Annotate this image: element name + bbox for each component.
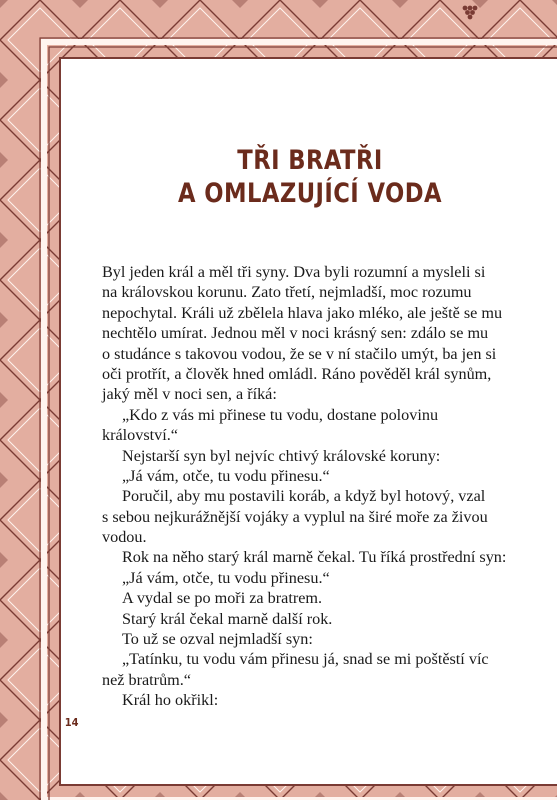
text-line: A vydal se po moři za bratrem. xyxy=(122,589,323,608)
story-text xyxy=(102,262,552,711)
text-line: o studánce s takovou vodou, že se v ní stačilo umýt, ba jen si xyxy=(102,344,497,363)
text-line: „Já vám, otče, tu vodu přinesu.“ xyxy=(122,568,330,587)
text-line: To už se ozval nejmladší syn: xyxy=(122,630,313,649)
text-line: Nejstarší syn byl nejvíc chtivý královské koruny: xyxy=(122,446,441,465)
text-line: jaký měl v noci sen, a říká: xyxy=(102,385,277,404)
text-line: nechtělo umírat. Jednou měl v noci krásný sen: zdálo se mu xyxy=(102,324,489,343)
text-line: oči protřít, a člověk hned omládl. Ráno pověděl král synům, xyxy=(102,364,492,383)
text-line: Král ho okřikl: xyxy=(122,691,219,710)
text-line: Starý král čekal marně další rok. xyxy=(122,609,333,628)
page-title-line-2: A OMLAZUJÍCÍ VODA xyxy=(178,178,442,209)
text-line: „Tatínku, tu vodu vám přinesu já, snad se mi poštěstí víc xyxy=(122,650,489,669)
text-line: Rok na něho starý král marně čekal. Tu říká prostřední syn: xyxy=(122,548,507,567)
text-line: Poručil, aby mu postavili koráb, a když byl hotový, vzal xyxy=(122,487,486,506)
text-line: nepochytal. Králi už zbělela hlava jako mléko, ale ještě se mu xyxy=(102,303,503,322)
text-line: „Já vám, otče, tu vodu přinesu.“ xyxy=(122,466,330,485)
page-title-line-1: TŘI BRATŘI xyxy=(237,145,383,176)
text-line: než bratrům.“ xyxy=(102,670,191,689)
text-line: na královskou korunu. Zato třetí, nejmladší, moc rozumu xyxy=(102,283,472,302)
page-number: 14 xyxy=(64,716,79,729)
text-line: království.“ xyxy=(102,426,178,445)
text-line: s sebou nejkurážnější vojáky a vyplul na širé moře za živou xyxy=(102,507,488,526)
text-line: Byl jeden král a měl tři syny. Dva byli rozumní a mysleli si xyxy=(102,263,486,281)
text-line: vodou. xyxy=(102,528,147,547)
text-line: „Kdo z vás mi přinese tu vodu, dostane polovinu xyxy=(122,405,439,424)
page-panel xyxy=(59,57,557,786)
